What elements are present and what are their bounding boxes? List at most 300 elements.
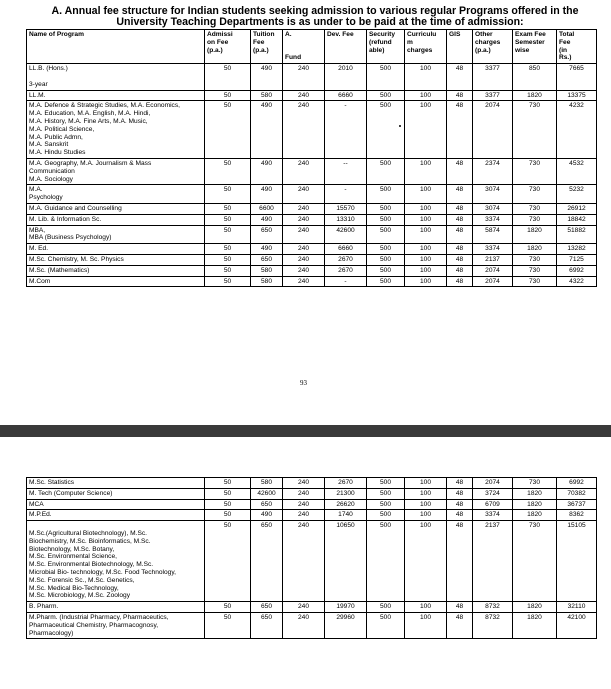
column-header <box>325 30 367 64</box>
fee-value-cell: 240 <box>283 244 325 255</box>
program-name-cell <box>27 185 205 204</box>
fee-value-cell: 650 <box>251 612 283 638</box>
program-name-line: Biotechnology, M.Sc. Botany, <box>29 545 115 553</box>
fee-value-cell: 240 <box>283 214 325 225</box>
fee-value-cell: 50 <box>205 510 251 521</box>
program-name-cell <box>27 612 205 638</box>
fee-value-cell: 500 <box>367 214 405 225</box>
header-line <box>285 39 322 47</box>
fee-value-cell: 1820 <box>513 602 557 613</box>
fee-value-cell: 48 <box>447 64 473 90</box>
header-line: Name of Program <box>29 31 84 38</box>
table-row <box>27 158 597 184</box>
fee-value-cell: 500 <box>367 64 405 90</box>
program-name-line: 3-year <box>29 80 48 88</box>
fee-value-cell: 26620 <box>325 499 367 510</box>
fee-value-cell: 580 <box>251 265 283 276</box>
fee-value-cell: 2074 <box>473 478 513 489</box>
fee-value-cell: 50 <box>205 214 251 225</box>
program-name-cell <box>27 64 205 90</box>
program-name-line: Microbial Bio- technology, M.Sc. Food Technology, <box>29 568 176 576</box>
fee-value-cell: 42600 <box>251 488 283 499</box>
fee-value-cell: 100 <box>405 225 447 244</box>
header-line: able) <box>369 46 385 54</box>
fee-value-cell: 1820 <box>513 90 557 101</box>
table-row <box>27 276 597 287</box>
fee-value-cell: 2074 <box>473 101 513 159</box>
fee-value-cell: 32110 <box>557 602 597 613</box>
program-name-cell <box>27 499 205 510</box>
fee-value-cell: 100 <box>405 510 447 521</box>
fee-value-cell: 2074 <box>473 276 513 287</box>
program-name-line: M.Sc. Environmental Science, <box>29 553 117 561</box>
fee-value-cell: 50 <box>205 254 251 265</box>
header-line: on Fee <box>207 38 229 46</box>
fee-value-cell: 48 <box>447 185 473 204</box>
fee-value-cell: 490 <box>251 101 283 159</box>
fee-value-cell: 4322 <box>557 276 597 287</box>
fee-value-cell: 48 <box>447 254 473 265</box>
fee-value-cell: 490 <box>251 64 283 90</box>
fee-value-cell: 500 <box>367 158 405 184</box>
fee-value-cell: 50 <box>205 244 251 255</box>
program-name-cell <box>27 90 205 101</box>
fee-value-cell: 4232 <box>557 101 597 159</box>
fee-value-cell: -- <box>325 158 367 184</box>
header-row <box>27 30 597 64</box>
fee-value-cell: 48 <box>447 158 473 184</box>
program-name-line: M.A. <box>29 186 43 194</box>
fee-table-page-2 <box>26 477 597 639</box>
fee-value-cell: 13282 <box>557 244 597 255</box>
fee-value-cell: 50 <box>205 612 251 638</box>
fee-value-cell: 240 <box>283 521 325 602</box>
program-name-line: M.Sc. Forensic Sc., M.Sc. Genetics, <box>29 576 135 584</box>
fee-value-cell: 50 <box>205 64 251 90</box>
fee-value-cell: 490 <box>251 244 283 255</box>
header-line: Security <box>369 31 396 38</box>
fee-value-cell: 240 <box>283 510 325 521</box>
fee-value-cell: 240 <box>283 488 325 499</box>
program-name-cell <box>27 203 205 214</box>
program-name-line: M.A. Sociology <box>29 175 73 183</box>
fee-value-cell: 1820 <box>513 612 557 638</box>
fee-value-cell: 500 <box>367 478 405 489</box>
table-row <box>27 488 597 499</box>
fee-value-cell: 240 <box>283 276 325 287</box>
fee-value-cell: 3074 <box>473 203 513 214</box>
fee-value-cell: 42100 <box>557 612 597 638</box>
fee-value-cell: 2670 <box>325 254 367 265</box>
fee-value-cell: 240 <box>283 158 325 184</box>
program-name-cell <box>27 276 205 287</box>
program-name-line: M.A. Education, M.A. English, M.A. Hindi, <box>29 110 151 118</box>
fee-value-cell: 3724 <box>473 488 513 499</box>
fee-value-cell: 1820 <box>513 225 557 244</box>
fee-value-cell: 13375 <box>557 90 597 101</box>
program-name-line: M.Sc. (Mathematics) <box>29 266 90 274</box>
fee-value-cell: 500 <box>367 101 405 159</box>
header-line: GIS <box>449 31 461 38</box>
program-name-line: B. Pharm. <box>29 603 59 611</box>
fee-value-cell: 100 <box>405 90 447 101</box>
program-name-cell <box>27 244 205 255</box>
header-line: charges <box>475 38 501 46</box>
fee-value-cell: 100 <box>405 499 447 510</box>
fee-value-cell: 70382 <box>557 488 597 499</box>
fee-value-cell: 6992 <box>557 265 597 276</box>
fee-value-cell: 3377 <box>473 90 513 101</box>
fee-value-cell: 3074 <box>473 185 513 204</box>
program-name-cell <box>27 214 205 225</box>
program-name-cell <box>27 158 205 184</box>
fee-value-cell: 240 <box>283 225 325 244</box>
fee-value-cell: 50 <box>205 185 251 204</box>
program-name-line: M.A. Hindu Studies <box>29 149 86 157</box>
column-header <box>27 30 205 64</box>
program-name-line: M.A. Public Admn, <box>29 133 83 141</box>
fee-value-cell: 50 <box>205 90 251 101</box>
fee-value-cell: 8732 <box>473 612 513 638</box>
fee-value-cell: 6600 <box>251 203 283 214</box>
fee-value-cell: 850 <box>513 64 557 90</box>
fee-value-cell: 100 <box>405 101 447 159</box>
fee-value-cell: 240 <box>283 478 325 489</box>
fee-value-cell: 50 <box>205 101 251 159</box>
fee-value-cell: 6660 <box>325 244 367 255</box>
fee-value-cell: 2374 <box>473 158 513 184</box>
title-line-2: University Teaching Departments is as under to be paid at the time of admission: <box>116 16 524 28</box>
fee-value-cell: 5232 <box>557 185 597 204</box>
fee-value-cell: 48 <box>447 214 473 225</box>
fee-value-cell: 50 <box>205 602 251 613</box>
fee-value-cell: 100 <box>405 276 447 287</box>
header-line: (in <box>559 46 568 54</box>
header-line: (p.a.) <box>253 46 269 54</box>
column-header <box>557 30 597 64</box>
fee-value-cell: 50 <box>205 158 251 184</box>
fee-value-cell: 490 <box>251 214 283 225</box>
fee-value-cell: 500 <box>367 90 405 101</box>
header-line: Fee <box>559 38 571 46</box>
program-name-line <box>29 73 202 81</box>
fee-value-cell: 500 <box>367 499 405 510</box>
program-name-line: M. Tech (Computer Science) <box>29 489 113 497</box>
fee-table-page-1 <box>26 29 597 287</box>
program-name-line <box>29 522 202 530</box>
fee-value-cell: 15570 <box>325 203 367 214</box>
fee-value-cell: 50 <box>205 488 251 499</box>
program-name-line: MBA (Business Psychology) <box>29 234 112 242</box>
fee-value-cell: 500 <box>367 225 405 244</box>
fee-value-cell: 490 <box>251 158 283 184</box>
fee-value-cell: 100 <box>405 602 447 613</box>
fee-value-cell: 1820 <box>513 488 557 499</box>
program-name-line: M.A. Defence & Strategic Studies, M.A. Economics, <box>29 102 180 110</box>
fee-value-cell: 730 <box>513 478 557 489</box>
fee-value-cell: 1740 <box>325 510 367 521</box>
fee-value-cell: 100 <box>405 254 447 265</box>
header-line: Other <box>475 31 493 38</box>
fee-value-cell: 730 <box>513 158 557 184</box>
fee-value-cell: 2670 <box>325 265 367 276</box>
table-row <box>27 510 597 521</box>
fee-value-cell: 500 <box>367 612 405 638</box>
program-name-cell <box>27 478 205 489</box>
fee-value-cell: 48 <box>447 612 473 638</box>
fee-value-cell: 500 <box>367 244 405 255</box>
fee-value-cell: 50 <box>205 499 251 510</box>
program-name-line: M.Sc. Statistics <box>29 479 75 486</box>
fee-value-cell: 100 <box>405 612 447 638</box>
fee-value-cell: 240 <box>283 499 325 510</box>
column-header <box>283 30 325 64</box>
fee-value-cell: 1820 <box>513 510 557 521</box>
fee-value-cell: 15105 <box>557 521 597 602</box>
fee-value-cell: 2074 <box>473 265 513 276</box>
table-row <box>27 244 597 255</box>
header-line: Fee <box>253 38 265 46</box>
document-page-2 <box>0 437 611 689</box>
column-header <box>447 30 473 64</box>
fee-value-cell: 7665 <box>557 64 597 90</box>
table-row <box>27 101 597 159</box>
fee-value-cell: 48 <box>447 90 473 101</box>
fee-value-cell: 4532 <box>557 158 597 184</box>
header-line: Dev. Fee <box>327 31 354 38</box>
fee-value-cell: 500 <box>367 510 405 521</box>
program-name-cell <box>27 101 205 159</box>
header-line: charges <box>407 46 433 54</box>
fee-value-cell: 500 <box>367 602 405 613</box>
program-name-line: MCA <box>29 500 44 508</box>
program-name-line: M.A. Geography, M.A. Journalism & Mass <box>29 159 152 167</box>
program-name-line: M.Sc. Environmental Biotechnology, M.Sc. <box>29 561 154 569</box>
fee-value-cell: 3374 <box>473 244 513 255</box>
fee-value-cell: 730 <box>513 101 557 159</box>
fee-value-cell: - <box>325 101 367 159</box>
fee-value-cell: 500 <box>367 185 405 204</box>
column-header <box>251 30 283 64</box>
fee-value-cell: 240 <box>283 90 325 101</box>
table-row <box>27 225 597 244</box>
fee-value-cell: 730 <box>513 265 557 276</box>
fee-value-cell: 2137 <box>473 254 513 265</box>
column-header <box>473 30 513 64</box>
fee-value-cell: 50 <box>205 276 251 287</box>
table-row <box>27 64 597 90</box>
program-name-line: Psychology <box>29 194 63 202</box>
fee-value-cell: 50 <box>205 225 251 244</box>
fee-value-cell: 240 <box>283 254 325 265</box>
fee-value-cell: 18842 <box>557 214 597 225</box>
fee-value-cell: 50 <box>205 203 251 214</box>
title-line-1: A. Annual fee structure for Indian students seeking admission to various regular Programs offered in the <box>51 5 579 17</box>
column-header <box>405 30 447 64</box>
fee-value-cell: 490 <box>251 510 283 521</box>
fee-value-cell: 36737 <box>557 499 597 510</box>
fee-value-cell: 48 <box>447 510 473 521</box>
fee-value-cell: 100 <box>405 158 447 184</box>
fee-value-cell: 650 <box>251 225 283 244</box>
fee-value-cell: 580 <box>251 478 283 489</box>
fee-value-cell: 10650 <box>325 521 367 602</box>
program-name-line: M.Com <box>29 277 51 285</box>
fee-value-cell: 100 <box>405 64 447 90</box>
fee-value-cell: 48 <box>447 276 473 287</box>
program-name-line: M.Sc.(Agricultural Biotechnology), M.Sc. <box>29 529 147 537</box>
fee-value-cell: 48 <box>447 225 473 244</box>
fee-value-cell: 580 <box>251 90 283 101</box>
table-row <box>27 254 597 265</box>
program-name-cell <box>27 254 205 265</box>
fee-value-cell: 100 <box>405 521 447 602</box>
fee-value-cell: 51882 <box>557 225 597 244</box>
fee-value-cell: 50 <box>205 265 251 276</box>
fee-value-cell: 5874 <box>473 225 513 244</box>
column-header <box>367 30 405 64</box>
page-number: 93 <box>300 379 307 387</box>
fee-value-cell: 650 <box>251 499 283 510</box>
fee-value-cell: 48 <box>447 499 473 510</box>
header-line: Admissi <box>207 31 233 38</box>
program-name-line: M.Sc. Chemistry, M. Sc. Physics <box>29 255 124 263</box>
page-separator <box>0 425 611 437</box>
table-row <box>27 521 597 602</box>
fee-value-cell: 2137 <box>473 521 513 602</box>
fee-value-cell: 100 <box>405 244 447 255</box>
fee-value-cell: 7125 <box>557 254 597 265</box>
program-name-line: Pharmacology) <box>29 629 74 637</box>
fee-value-cell: 48 <box>447 244 473 255</box>
program-name-line: M.A. History, M.A. Fine Arts, M.A. Music, <box>29 117 148 125</box>
fee-value-cell: 1820 <box>513 244 557 255</box>
fee-value-cell: 240 <box>283 101 325 159</box>
fee-value-cell: 500 <box>367 488 405 499</box>
program-name-line: MBA, <box>29 226 46 234</box>
program-name-cell <box>27 225 205 244</box>
program-name-line: M.Pharm. (Industrial Pharmacy, Pharmaceutics, <box>29 613 169 621</box>
fee-value-cell: 730 <box>513 254 557 265</box>
fee-value-cell: 21300 <box>325 488 367 499</box>
header-line: (p.a.) <box>207 46 223 54</box>
fee-value-cell: 3374 <box>473 510 513 521</box>
table-row <box>27 90 597 101</box>
fee-value-cell: 730 <box>513 521 557 602</box>
program-name-cell <box>27 265 205 276</box>
fee-value-cell: 48 <box>447 265 473 276</box>
fee-value-cell: 500 <box>367 521 405 602</box>
fee-value-cell: - <box>325 185 367 204</box>
program-name-line: M.P.Ed. <box>29 511 52 519</box>
fee-value-cell: 19970 <box>325 602 367 613</box>
fee-value-cell: 240 <box>283 185 325 204</box>
table-row <box>27 499 597 510</box>
program-name-cell <box>27 602 205 613</box>
fee-value-cell: 240 <box>283 203 325 214</box>
fee-value-cell: 29960 <box>325 612 367 638</box>
fee-value-cell: 730 <box>513 185 557 204</box>
fee-value-cell: 500 <box>367 203 405 214</box>
column-header <box>205 30 251 64</box>
fee-value-cell: 100 <box>405 488 447 499</box>
fee-value-cell: 240 <box>283 265 325 276</box>
fee-value-cell: 240 <box>283 612 325 638</box>
fee-value-cell: 500 <box>367 276 405 287</box>
fee-value-cell: 1820 <box>513 499 557 510</box>
fee-value-cell: 500 <box>367 265 405 276</box>
header-line <box>285 47 322 55</box>
table-row <box>27 612 597 638</box>
fee-value-cell: 50 <box>205 521 251 602</box>
fee-value-cell: 500 <box>367 254 405 265</box>
fee-value-cell: 650 <box>251 521 283 602</box>
fee-value-cell: 100 <box>405 478 447 489</box>
fee-value-cell: 8362 <box>557 510 597 521</box>
fee-value-cell: 48 <box>447 488 473 499</box>
fee-value-cell: 2010 <box>325 64 367 90</box>
fee-value-cell: 730 <box>513 203 557 214</box>
fee-value-cell: 48 <box>447 478 473 489</box>
fee-value-cell: 42600 <box>325 225 367 244</box>
fee-value-cell: 48 <box>447 101 473 159</box>
program-name-line: M. Ed. <box>29 245 49 253</box>
fee-value-cell: 490 <box>251 185 283 204</box>
fee-value-cell: 650 <box>251 254 283 265</box>
fee-value-cell: 8732 <box>473 602 513 613</box>
fee-value-cell: 48 <box>447 203 473 214</box>
fee-value-cell: 100 <box>405 265 447 276</box>
header-line: (refund <box>369 38 392 46</box>
program-name-line: Biochemistry, M.Sc. Bioinformatics, M.Sc. <box>29 537 151 545</box>
header-line: Exam Fee <box>515 31 546 38</box>
table-row <box>27 214 597 225</box>
header-line: Semester <box>515 38 545 46</box>
fee-value-cell: 6709 <box>473 499 513 510</box>
header-line: Tuition <box>253 31 275 38</box>
table-row <box>27 185 597 204</box>
fee-value-cell: - <box>325 276 367 287</box>
header-line: Total <box>559 31 575 38</box>
program-name-cell <box>27 510 205 521</box>
fee-value-cell: 3374 <box>473 214 513 225</box>
header-line: Fund <box>285 54 302 62</box>
program-name-line: LL.B. (Hons.) <box>29 65 68 73</box>
fee-value-cell: 50 <box>205 478 251 489</box>
fee-value-cell: 730 <box>513 276 557 287</box>
stray-dot <box>399 125 401 127</box>
column-header <box>513 30 557 64</box>
program-name-line: Communication <box>29 167 75 175</box>
header-line: Rs.) <box>559 54 572 62</box>
fee-value-cell: 240 <box>283 602 325 613</box>
fee-value-cell: 100 <box>405 203 447 214</box>
program-name-line: M.A. Sanskrit <box>29 141 69 149</box>
program-name-line: LL.M. <box>29 91 46 99</box>
table-row <box>27 478 597 489</box>
header-line: Curriculu <box>407 31 437 38</box>
program-name-line: M.Sc. Microbiology, M.Sc. Zoology <box>29 592 131 600</box>
fee-value-cell: 3377 <box>473 64 513 90</box>
fee-value-cell: 48 <box>447 521 473 602</box>
program-name-line: M.Sc. Medical Bio-Technology, <box>29 584 119 592</box>
table-row <box>27 602 597 613</box>
fee-value-cell: 650 <box>251 602 283 613</box>
fee-value-cell: 580 <box>251 276 283 287</box>
table-row <box>27 265 597 276</box>
header-line: m <box>407 38 413 46</box>
table-row <box>27 203 597 214</box>
